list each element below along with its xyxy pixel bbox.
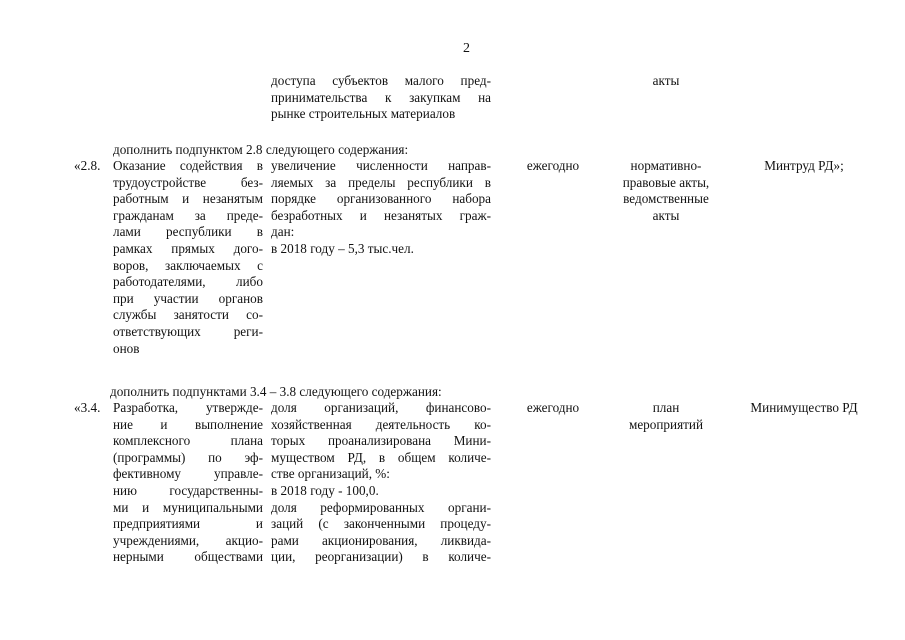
- text-line: воров, заключаемых с: [113, 257, 263, 273]
- text-line: доля реформированных органи-: [271, 499, 491, 515]
- text-line: дан:: [271, 224, 295, 240]
- top-task-text: [271, 73, 491, 123]
- text-line: лами республики в: [113, 224, 263, 240]
- section-2-8-term: [516, 158, 590, 175]
- section-3-4-intro: дополнить подпунктами 3.4 – 3.8 следующего содержания:: [110, 384, 442, 399]
- section-3-4-number: «3.4.: [74, 400, 101, 415]
- page-number: 2: [463, 41, 470, 56]
- section-2-8-indicator: [271, 158, 491, 258]
- text-line: доступа субъектов малого пред-: [271, 73, 491, 88]
- text-line: Минтруд РД»;: [764, 158, 844, 173]
- section-2-8-executor: [734, 158, 874, 175]
- section-3-4-measure: [113, 400, 263, 566]
- text-line: мероприятий: [628, 416, 704, 432]
- text-line: план: [652, 400, 680, 415]
- text-line: хозяйственная деятельность ко-: [271, 416, 491, 432]
- text-line: ние и выполнение: [113, 416, 263, 432]
- text-line: ответствующих реги-: [113, 323, 263, 339]
- text-line: работодателями, либо: [113, 274, 263, 290]
- section-2-8-intro: дополнить подпунктом 2.8 следующего содержания:: [113, 142, 409, 157]
- text-line: в 2018 году - 100,0.: [271, 482, 379, 498]
- text-line: службы занятости со-: [113, 307, 263, 323]
- text-line: онов: [113, 340, 140, 356]
- text-line: принимательства к закупкам на: [271, 89, 491, 105]
- text-line: заций (с законченными процеду-: [271, 516, 491, 532]
- text-line: правовые акты,: [622, 174, 710, 190]
- text-line: комплексного плана: [113, 433, 263, 449]
- text-line: увеличение численности направ-: [271, 158, 491, 173]
- text-line: Минимущество РД: [750, 400, 858, 415]
- text-line: нию государственны-: [113, 482, 263, 498]
- text-line: трудоустройстве без-: [113, 174, 263, 190]
- text-line: порядке организованного набора: [271, 191, 491, 207]
- text-line: ми и муниципальными: [113, 499, 263, 515]
- text-line: доля организаций, финансово-: [271, 400, 491, 415]
- text-line: стве организаций, %:: [271, 466, 390, 482]
- text-line: гражданам за преде-: [113, 207, 263, 223]
- text-line: безработных и незанятых граж-: [271, 207, 491, 223]
- section-3-4-docs: [608, 400, 724, 433]
- text-line: муществом РД, в общем количе-: [271, 449, 491, 465]
- text-line: ляемых за пределы республики в: [271, 174, 491, 190]
- text-line: (программы) по эф-: [113, 449, 263, 465]
- text-line: ежегодно: [526, 158, 580, 173]
- text-line: предприятиями и: [113, 516, 263, 532]
- text-line: Оказание содействия в: [113, 158, 263, 173]
- text-line: ведомственные: [623, 191, 709, 207]
- top-docs: [608, 73, 724, 90]
- text-line: работным и незанятым: [113, 191, 263, 207]
- text-line: Разработка, утвержде-: [113, 400, 263, 415]
- text-line: рамках прямых дого-: [113, 240, 263, 256]
- section-2-8-number: «2.8.: [74, 158, 101, 173]
- text-line: торых проанализирована Мини-: [271, 433, 491, 449]
- text-line: в 2018 году – 5,3 тыс.чел.: [271, 240, 414, 256]
- section-3-4-term: [516, 400, 590, 417]
- text-line: нормативно-: [630, 158, 702, 173]
- text-line: нерными обществами: [113, 549, 263, 565]
- text-line: рынке строительных материалов: [271, 106, 456, 122]
- text-line: рами акционирования, ликвида-: [271, 532, 491, 548]
- text-line: ежегодно: [526, 400, 580, 415]
- section-2-8-measure: [113, 158, 263, 357]
- text-line: ции, реорганизации) в количе-: [271, 549, 491, 565]
- section-3-4-indicator: [271, 400, 491, 566]
- text-line: акты: [652, 73, 680, 88]
- text-line: акты: [652, 207, 680, 223]
- text-line: фективному управле-: [113, 466, 263, 482]
- text-line: учреждениями, акцио-: [113, 532, 263, 548]
- section-2-8-docs: [608, 158, 724, 224]
- text-line: при участии органов: [113, 290, 263, 306]
- section-3-4-executor: [734, 400, 874, 417]
